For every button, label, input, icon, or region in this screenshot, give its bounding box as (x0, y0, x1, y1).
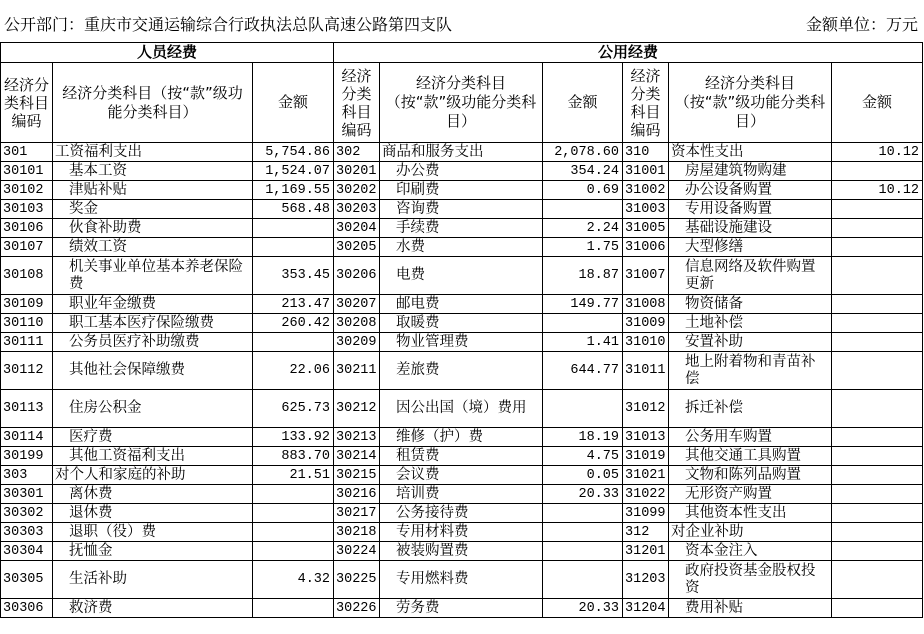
category-name-cell: 水费 (380, 238, 543, 257)
economic-code-cell: 303 (1, 466, 53, 485)
economic-code-cell: 31203 (623, 561, 669, 599)
economic-code-cell: 31022 (623, 485, 669, 504)
table-row (1, 561, 923, 599)
public-expense-group-header: 公用经费 (334, 43, 923, 63)
amount-cell: 0.05 (543, 466, 623, 485)
economic-code-cell: 30224 (334, 542, 380, 561)
economic-code-cell: 30109 (1, 295, 53, 314)
category-name-cell: 办公设备购置 (669, 181, 832, 200)
category-name-cell: 咨询费 (380, 200, 543, 219)
table-row (1, 219, 923, 238)
economic-code-cell: 30216 (334, 485, 380, 504)
economic-code-cell: 30209 (334, 333, 380, 352)
amount-cell (543, 314, 623, 333)
table-row (1, 333, 923, 352)
economic-code-cell: 30110 (1, 314, 53, 333)
table-row (1, 447, 923, 466)
code-column-header: 经济分类科目编码 (623, 63, 669, 143)
category-name-cell: 办公费 (380, 162, 543, 181)
amount-cell (832, 219, 923, 238)
category-name-cell: 绩效工资 (53, 238, 253, 257)
economic-code-cell: 312 (623, 523, 669, 542)
economic-code-cell: 30199 (1, 447, 53, 466)
economic-code-cell: 30205 (334, 238, 380, 257)
amount-cell (253, 333, 334, 352)
amount-cell (253, 219, 334, 238)
category-name-cell: 医疗费 (53, 428, 253, 447)
category-name-cell: 其他交通工具购置 (669, 447, 832, 466)
economic-code-cell: 31011 (623, 352, 669, 390)
category-name-cell: 专用材料费 (380, 523, 543, 542)
amount-cell (832, 352, 923, 390)
category-name-cell: 物资储备 (669, 295, 832, 314)
category-name-cell: 资本金注入 (669, 542, 832, 561)
amount-cell (832, 295, 923, 314)
category-name-cell: 奖金 (53, 200, 253, 219)
report-header (0, 0, 924, 42)
table-row (1, 257, 923, 295)
amount-cell: 883.70 (253, 447, 334, 466)
category-name-cell: 安置补助 (669, 333, 832, 352)
category-name-cell: 维修（护）费 (380, 428, 543, 447)
category-name-cell: 救济费 (53, 599, 253, 618)
amount-cell: 21.51 (253, 466, 334, 485)
category-name-cell: 差旅费 (380, 352, 543, 390)
economic-code-cell: 30114 (1, 428, 53, 447)
category-name-cell: 被装购置费 (380, 542, 543, 561)
economic-code-cell: 31201 (623, 542, 669, 561)
category-name-cell: 土地补偿 (669, 314, 832, 333)
table-row (1, 143, 923, 162)
amount-column-header: 金额 (253, 63, 334, 143)
amount-cell: 0.69 (543, 181, 623, 200)
category-name-cell: 专用燃料费 (380, 561, 543, 599)
economic-code-cell: 30101 (1, 162, 53, 181)
code-column-header: 经济分类科目编码 (334, 63, 380, 143)
table-row (1, 295, 923, 314)
amount-cell: 4.75 (543, 447, 623, 466)
economic-code-cell: 30303 (1, 523, 53, 542)
economic-code-cell: 30304 (1, 542, 53, 561)
category-name-cell: 其他工资福利支出 (53, 447, 253, 466)
economic-code-cell: 31009 (623, 314, 669, 333)
amount-cell (832, 466, 923, 485)
amount-cell: 568.48 (253, 200, 334, 219)
economic-code-cell: 31204 (623, 599, 669, 618)
amount-cell (253, 599, 334, 618)
name-column-header: 经济分类科目（按“款”级功能分类科目） (53, 63, 253, 143)
name-column-header: 经济分类科目（按“款”级功能分类科目） (380, 63, 543, 143)
table-row (1, 523, 923, 542)
category-name-cell: 劳务费 (380, 599, 543, 618)
category-name-cell: 印刷费 (380, 181, 543, 200)
economic-code-cell: 31001 (623, 162, 669, 181)
category-name-cell: 拆迁补偿 (669, 390, 832, 428)
amount-cell: 20.33 (543, 485, 623, 504)
economic-code-cell: 31012 (623, 390, 669, 428)
amount-cell (543, 561, 623, 599)
amount-cell (543, 542, 623, 561)
amount-cell (832, 523, 923, 542)
budget-table (0, 42, 923, 618)
amount-cell: 1,169.55 (253, 181, 334, 200)
amount-cell: 1.41 (543, 333, 623, 352)
amount-cell (543, 504, 623, 523)
economic-code-cell: 30201 (334, 162, 380, 181)
economic-code-cell: 30218 (334, 523, 380, 542)
category-name-cell: 其他社会保障缴费 (53, 352, 253, 390)
amount-column-header: 金额 (832, 63, 923, 143)
economic-code-cell: 30112 (1, 352, 53, 390)
economic-code-cell: 30204 (334, 219, 380, 238)
category-name-cell: 公务员医疗补助缴费 (53, 333, 253, 352)
economic-code-cell: 30305 (1, 561, 53, 599)
amount-cell (832, 333, 923, 352)
amount-cell: 1.75 (543, 238, 623, 257)
amount-cell (832, 447, 923, 466)
amount-cell: 644.77 (543, 352, 623, 390)
table-row (1, 238, 923, 257)
economic-code-cell: 30106 (1, 219, 53, 238)
economic-code-cell: 30202 (334, 181, 380, 200)
amount-cell (832, 542, 923, 561)
economic-code-cell: 30103 (1, 200, 53, 219)
economic-code-cell: 30113 (1, 390, 53, 428)
category-name-cell: 因公出国（境）费用 (380, 390, 543, 428)
economic-code-cell: 30215 (334, 466, 380, 485)
category-name-cell: 商品和服务支出 (380, 143, 543, 162)
amount-cell: 5,754.86 (253, 143, 334, 162)
amount-cell: 10.12 (832, 181, 923, 200)
table-row (1, 599, 923, 618)
table-body (1, 143, 923, 618)
amount-cell: 213.47 (253, 295, 334, 314)
table-row (1, 428, 923, 447)
economic-code-cell: 30107 (1, 238, 53, 257)
amount-cell (543, 523, 623, 542)
amount-cell: 2.24 (543, 219, 623, 238)
economic-code-cell: 30226 (334, 599, 380, 618)
economic-code-cell: 30207 (334, 295, 380, 314)
category-name-cell: 津贴补贴 (53, 181, 253, 200)
amount-cell (253, 542, 334, 561)
personnel-expense-group-header: 人员经费 (1, 43, 334, 63)
economic-code-cell: 31019 (623, 447, 669, 466)
amount-cell (543, 390, 623, 428)
category-name-cell: 退职（役）费 (53, 523, 253, 542)
amount-cell: 1,524.07 (253, 162, 334, 181)
name-column-header: 经济分类科目（按“款”级功能分类科目） (669, 63, 832, 143)
economic-code-cell: 30214 (334, 447, 380, 466)
category-name-cell: 无形资产购置 (669, 485, 832, 504)
category-name-cell: 机关事业单位基本养老保险费 (53, 257, 253, 295)
economic-code-cell: 31002 (623, 181, 669, 200)
amount-cell (832, 238, 923, 257)
amount-cell (832, 314, 923, 333)
table-row (1, 200, 923, 219)
economic-code-cell: 30211 (334, 352, 380, 390)
amount-cell: 625.73 (253, 390, 334, 428)
group-header-row (1, 43, 923, 63)
economic-code-cell: 30306 (1, 599, 53, 618)
amount-cell (832, 200, 923, 219)
category-name-cell: 邮电费 (380, 295, 543, 314)
economic-code-cell: 31007 (623, 257, 669, 295)
economic-code-cell: 30225 (334, 561, 380, 599)
economic-code-cell: 31013 (623, 428, 669, 447)
amount-cell (832, 599, 923, 618)
table-row (1, 314, 923, 333)
category-name-cell: 其他资本性支出 (669, 504, 832, 523)
economic-code-cell: 30206 (334, 257, 380, 295)
category-name-cell: 文物和陈列品购置 (669, 466, 832, 485)
amount-cell (832, 485, 923, 504)
column-header-row (1, 63, 923, 143)
amount-cell: 18.87 (543, 257, 623, 295)
category-name-cell: 离休费 (53, 485, 253, 504)
category-name-cell: 住房公积金 (53, 390, 253, 428)
category-name-cell: 退休费 (53, 504, 253, 523)
category-name-cell: 专用设备购置 (669, 200, 832, 219)
economic-code-cell: 30208 (334, 314, 380, 333)
economic-code-cell: 30212 (334, 390, 380, 428)
table-row (1, 542, 923, 561)
category-name-cell: 工资福利支出 (53, 143, 253, 162)
amount-cell (832, 257, 923, 295)
economic-code-cell: 30203 (334, 200, 380, 219)
amount-unit-label: 金额单位：万元 (805, 15, 918, 34)
table-row (1, 352, 923, 390)
table-row (1, 181, 923, 200)
category-name-cell: 租赁费 (380, 447, 543, 466)
category-name-cell: 电费 (380, 257, 543, 295)
table-row (1, 162, 923, 181)
economic-code-cell: 30217 (334, 504, 380, 523)
amount-cell (253, 485, 334, 504)
economic-code-cell: 31021 (623, 466, 669, 485)
category-name-cell: 地上附着物和青苗补偿 (669, 352, 832, 390)
economic-code-cell: 31003 (623, 200, 669, 219)
amount-cell (832, 428, 923, 447)
economic-code-cell: 31010 (623, 333, 669, 352)
economic-code-cell: 30102 (1, 181, 53, 200)
category-name-cell: 伙食补助费 (53, 219, 253, 238)
economic-code-cell: 30108 (1, 257, 53, 295)
table-row (1, 504, 923, 523)
amount-cell (832, 561, 923, 599)
amount-cell: 4.32 (253, 561, 334, 599)
amount-cell: 20.33 (543, 599, 623, 618)
economic-code-cell: 302 (334, 143, 380, 162)
economic-code-cell: 30302 (1, 504, 53, 523)
category-name-cell: 基础设施建设 (669, 219, 832, 238)
economic-code-cell: 31006 (623, 238, 669, 257)
amount-cell: 260.42 (253, 314, 334, 333)
category-name-cell: 生活补助 (53, 561, 253, 599)
economic-code-cell: 301 (1, 143, 53, 162)
category-name-cell: 基本工资 (53, 162, 253, 181)
category-name-cell: 抚恤金 (53, 542, 253, 561)
category-name-cell: 职工基本医疗保险缴费 (53, 314, 253, 333)
economic-code-cell: 31008 (623, 295, 669, 314)
economic-code-cell: 30301 (1, 485, 53, 504)
category-name-cell: 对个人和家庭的补助 (53, 466, 253, 485)
amount-cell: 10.12 (832, 143, 923, 162)
amount-cell: 22.06 (253, 352, 334, 390)
amount-cell (832, 390, 923, 428)
amount-cell (543, 200, 623, 219)
amount-cell: 149.77 (543, 295, 623, 314)
amount-cell: 353.45 (253, 257, 334, 295)
amount-cell (253, 238, 334, 257)
economic-code-cell: 310 (623, 143, 669, 162)
category-name-cell: 培训费 (380, 485, 543, 504)
table-row (1, 390, 923, 428)
category-name-cell: 公务接待费 (380, 504, 543, 523)
economic-code-cell: 31099 (623, 504, 669, 523)
category-name-cell: 费用补贴 (669, 599, 832, 618)
economic-code-cell: 31005 (623, 219, 669, 238)
category-name-cell: 资本性支出 (669, 143, 832, 162)
category-name-cell: 会议费 (380, 466, 543, 485)
category-name-cell: 职业年金缴费 (53, 295, 253, 314)
category-name-cell: 物业管理费 (380, 333, 543, 352)
category-name-cell: 大型修缮 (669, 238, 832, 257)
category-name-cell: 取暖费 (380, 314, 543, 333)
category-name-cell: 公务用车购置 (669, 428, 832, 447)
amount-cell (832, 162, 923, 181)
amount-cell: 2,078.60 (543, 143, 623, 162)
category-name-cell: 手续费 (380, 219, 543, 238)
category-name-cell: 政府投资基金股权投资 (669, 561, 832, 599)
category-name-cell: 房屋建筑物购建 (669, 162, 832, 181)
table-row (1, 466, 923, 485)
amount-cell: 133.92 (253, 428, 334, 447)
amount-cell (253, 523, 334, 542)
amount-cell: 354.24 (543, 162, 623, 181)
economic-code-cell: 30213 (334, 428, 380, 447)
amount-cell (832, 504, 923, 523)
amount-cell: 18.19 (543, 428, 623, 447)
amount-cell (253, 504, 334, 523)
category-name-cell: 信息网络及软件购置更新 (669, 257, 832, 295)
department-label: 公开部门：重庆市交通运输综合行政执法总队高速公路第四支队 (4, 15, 453, 34)
amount-column-header: 金额 (543, 63, 623, 143)
table-row (1, 485, 923, 504)
economic-code-cell: 30111 (1, 333, 53, 352)
category-name-cell: 对企业补助 (669, 523, 832, 542)
code-column-header: 经济分类科目编码 (1, 63, 53, 143)
